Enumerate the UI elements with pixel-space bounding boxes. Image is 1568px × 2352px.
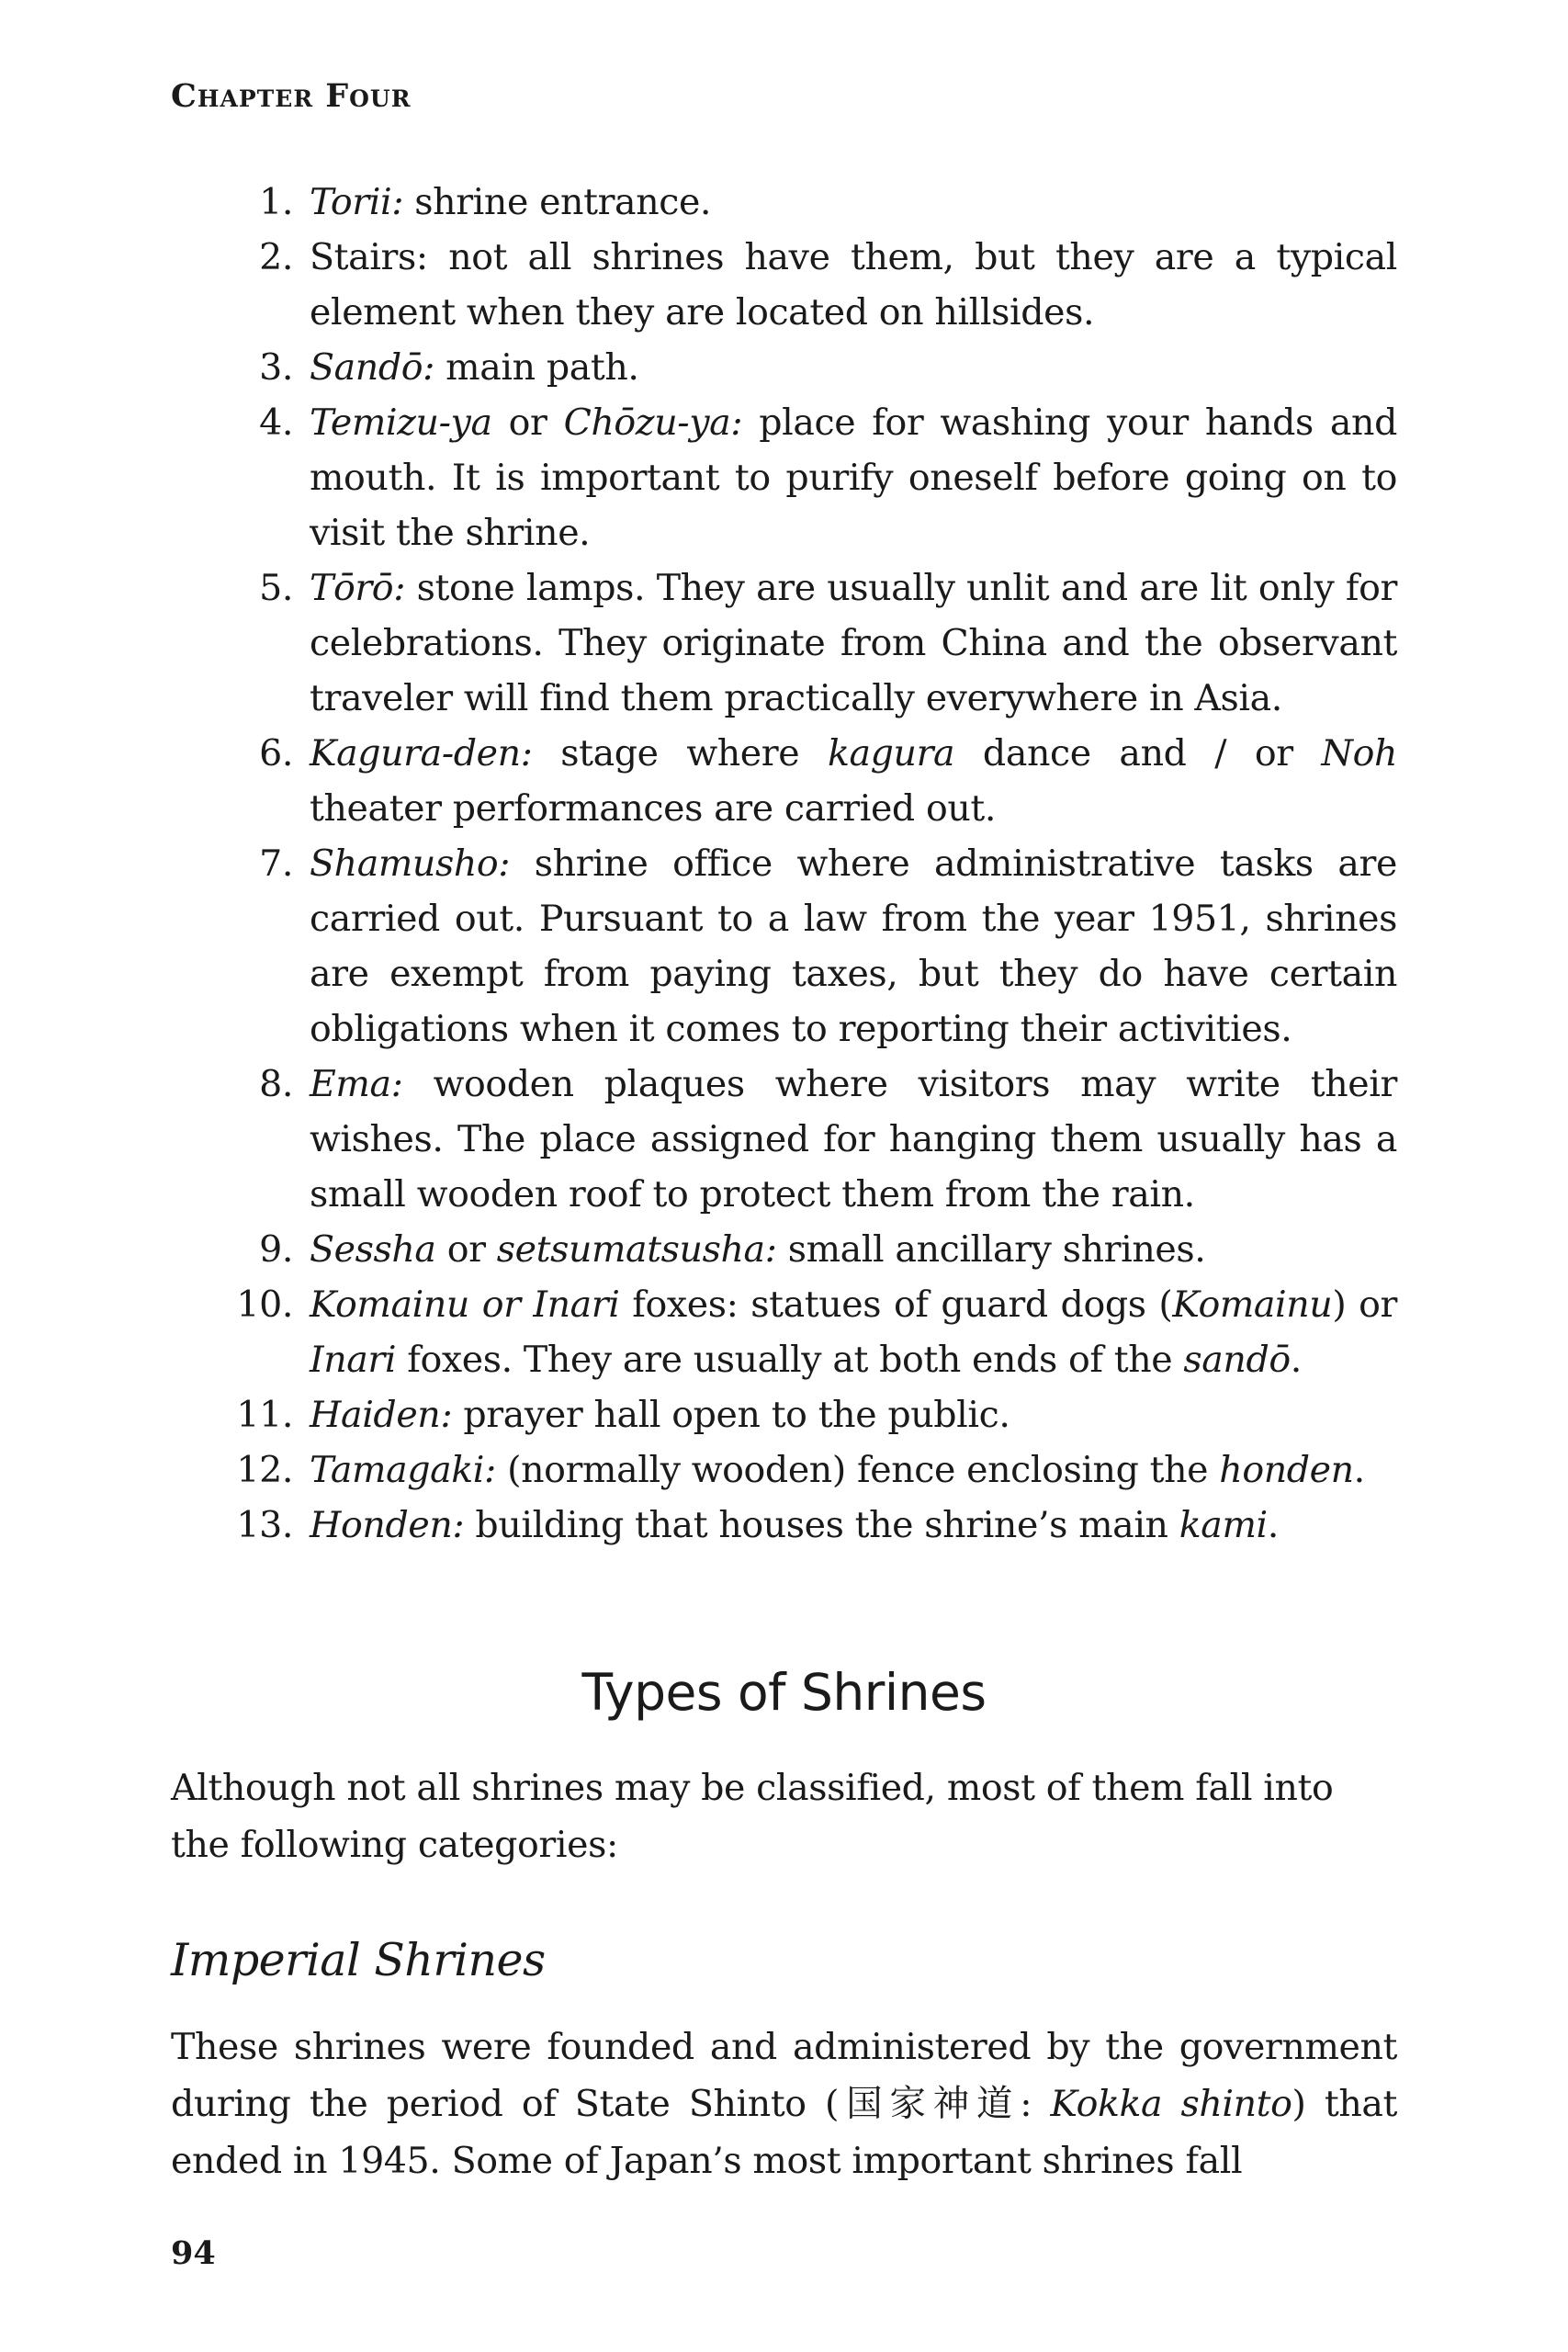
list-desc: prayer hall open to the public. [452,1394,1010,1436]
list-connector: or [491,401,564,444]
body-text: ) that ended in 1945. Some of Japan’s most important shrines fall [171,2083,1398,2182]
list-number: 2. [259,236,293,278]
list-number: 4. [259,401,293,444]
list-desc: foxes: statues of guard dogs ( [619,1283,1173,1326]
body-paragraph [171,2018,1397,2189]
list-term: Temizu-ya [310,401,492,444]
list-term-alt: setsumatsusha: [496,1228,777,1271]
list-number: 12. [236,1449,293,1491]
list-number: 5. [259,567,293,609]
list-desc: place for washing your hands and mouth. It is important to purify oneself before going on to visit the shrine. [310,401,1397,554]
list-item [171,230,1397,340]
list-term: Kagura-den: [310,732,533,775]
body-term: Kokka shinto [1050,2083,1292,2125]
body-text: These shrines were founded and administered by the government during the period of State Shinto (国家神道: [171,2026,1397,2125]
list-term-inline: Noh [1321,732,1397,775]
list-term: Sessha [310,1228,436,1271]
list-item [171,836,1397,1057]
list-term-inline: kami [1179,1504,1268,1546]
intro-paragraph: Although not all shrines may be classified, most of them fall into the following categories: [171,1767,1334,1866]
list-item [171,1498,1397,1553]
list-desc: . [1267,1504,1279,1546]
list-term-inline: sandō [1183,1339,1291,1381]
list-term: Honden: [310,1504,465,1546]
list-item [171,1387,1397,1442]
list-number: 13. [236,1504,293,1546]
list-term: Torii: [310,181,404,223]
list-term: Ema: [310,1063,403,1105]
list-number: 9. [259,1228,293,1271]
list-desc: building that houses the shrine’s main [464,1504,1179,1546]
list-desc: . [1353,1449,1365,1491]
list-desc: shrine entrance. [403,181,712,223]
list-desc: foxes. They are usually at both ends of the [396,1339,1184,1381]
list-desc: main path. [434,346,639,389]
list-term: Tōrō: [310,567,406,609]
list-term-inline: Inari [310,1339,397,1381]
list-term: Shamusho: [310,842,511,885]
list-item [171,726,1397,836]
list-desc: theater performances are carried out. [310,787,997,830]
page-number: 94 [171,2234,216,2272]
running-head: Chapter Four [171,77,412,115]
list-desc: shrine office where administrative tasks are carried out. Pursuant to a law from the year 1951, shrines are exempt from paying taxes, but they do have certain obligations when it comes to reporting their activities. [310,842,1397,1050]
list-term: Sandō: [310,346,435,389]
list-desc: (normally wooden) fence enclosing the [495,1449,1220,1491]
list-item [171,1222,1397,1277]
list-number: 11. [236,1394,293,1436]
list-desc: ) or [1332,1283,1398,1326]
list-desc: . [1290,1339,1302,1381]
list-desc: dance and / or [954,732,1322,775]
list-term: Tamagaki: [310,1449,496,1491]
list-item [171,175,1397,230]
list-term: Komainu or Inari [310,1283,620,1326]
list-item [171,560,1397,726]
list-term-inline: honden [1219,1449,1354,1491]
list-number: 6. [259,732,293,775]
list-term-inline: Komainu [1172,1283,1333,1326]
list-term-alt: Chōzu-ya: [563,401,743,444]
list-desc: stage where [532,732,828,775]
list-number: 8. [259,1063,293,1105]
list-item [171,1057,1397,1222]
list-number: 3. [259,346,293,389]
section-heading: Types of Shrines [581,1663,987,1722]
list-item [171,395,1397,560]
list-desc: stone lamps. They are usually unlit and are lit only for celebrations. They originate from China and the observant traveler will find them practically everywhere in Asia. [310,567,1397,719]
list-desc: small ancillary shrines. [776,1228,1206,1271]
list-number: 7. [259,842,293,885]
list-connector: or [435,1228,497,1271]
list-term: Haiden: [310,1394,453,1436]
list-term-inline: kagura [827,732,955,775]
list-item [171,1277,1397,1387]
list-desc: wooden plaques where visitors may write their wishes. The place assigned for hanging them usually has a small wooden roof to protect them from the rain. [310,1063,1397,1216]
list-number: 1. [259,181,293,223]
list-item [171,340,1397,395]
shrine-elements-list [171,175,1397,1553]
list-item [171,1442,1397,1498]
subsection-heading: Imperial Shrines [171,1934,546,1986]
list-number: 10. [236,1283,293,1326]
list-desc: Stairs: not all shrines have them, but they are a typical element when they are located on hillsides. [310,236,1397,334]
